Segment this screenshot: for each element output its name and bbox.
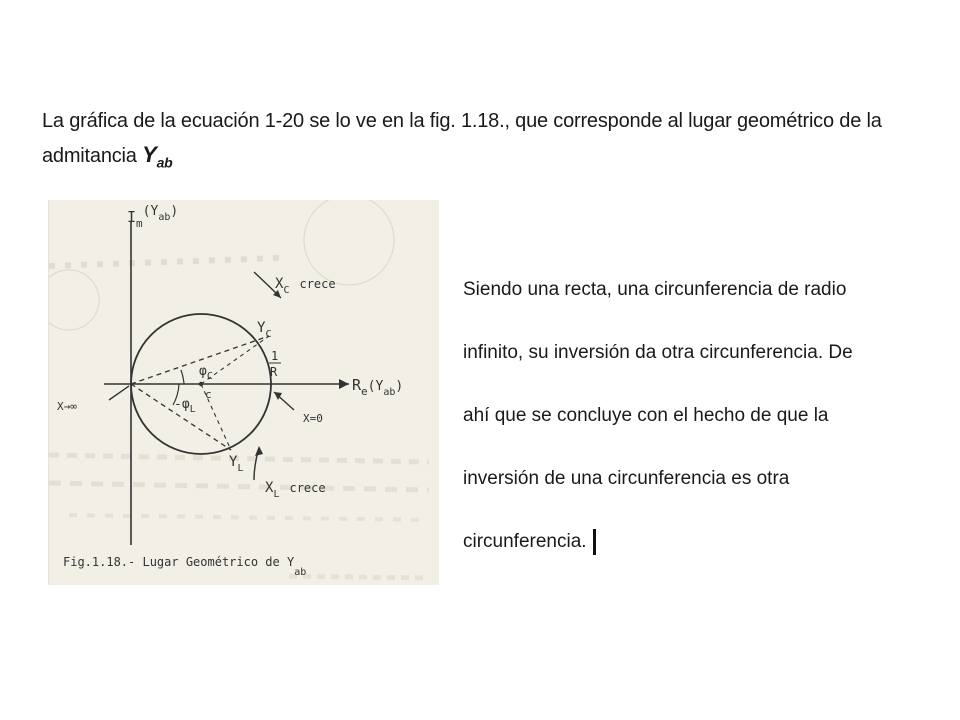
real-axis-arrow: [339, 379, 349, 389]
fraction-denominator: R: [270, 365, 278, 379]
intro-paragraph: [42, 104, 922, 179]
x-zero-label: X=0: [303, 412, 323, 425]
side-paragraph: [463, 258, 933, 573]
admittance-symbol-subscript: ab: [156, 154, 173, 171]
intro-line-1: La gráfica de la ecuación 1-20 se lo ve en la fig. 1.18., que corresponde al lugar geométrico de la: [42, 110, 882, 132]
side-line-5: circunferencia.: [463, 531, 587, 552]
phi-c-label: $\varphi_C$: [199, 364, 213, 382]
text-cursor[interactable]: [593, 529, 596, 555]
yc-label: $Y_C$: [257, 320, 272, 340]
admittance-symbol-letter: Y: [142, 142, 157, 167]
fraction-numerator: 1: [271, 349, 279, 363]
side-line-5-wrapper: [463, 510, 933, 573]
x-infinite-label: X→∞: [57, 400, 77, 413]
yl-label: $Y_L$: [229, 454, 244, 474]
side-line-1: Siendo una recta, una circunferencia de radio: [463, 279, 847, 300]
xc-crece-label: $X_C$ crece: [275, 276, 336, 296]
side-line-3: ahí que se concluye con el hecho de que la: [463, 405, 829, 426]
side-line-4: inversión de una circunferencia es otra: [463, 468, 790, 489]
figure-caption: Fig.1.18.- Lugar Geométrico de $Y_{ab}$: [63, 555, 307, 578]
arrow-x-infinite: [109, 386, 129, 400]
intro-line-2: [42, 138, 922, 179]
phi-l-label: $-\varphi_L$: [174, 397, 196, 415]
arrow-xl-crece-head: [255, 446, 263, 456]
intro-line-2-text: admitancia: [42, 145, 137, 167]
angle-arc-phi-c: [181, 370, 184, 384]
locus-diagram: [49, 200, 439, 585]
admittance-symbol: [142, 142, 173, 171]
y-axis-label: $I_m(Y_{ab})$: [127, 204, 179, 230]
x-axis-label: $R_e(Y_{ab})$: [352, 376, 404, 398]
side-line-2: infinito, su inversión da otra circunferencia. De: [463, 342, 853, 363]
dashed-line-yl: [131, 384, 231, 450]
xl-crece-label: $X_L$ crece: [265, 480, 326, 500]
circle-center-point: [199, 382, 203, 386]
center-label: c: [205, 388, 212, 401]
scanned-figure: [48, 200, 439, 585]
